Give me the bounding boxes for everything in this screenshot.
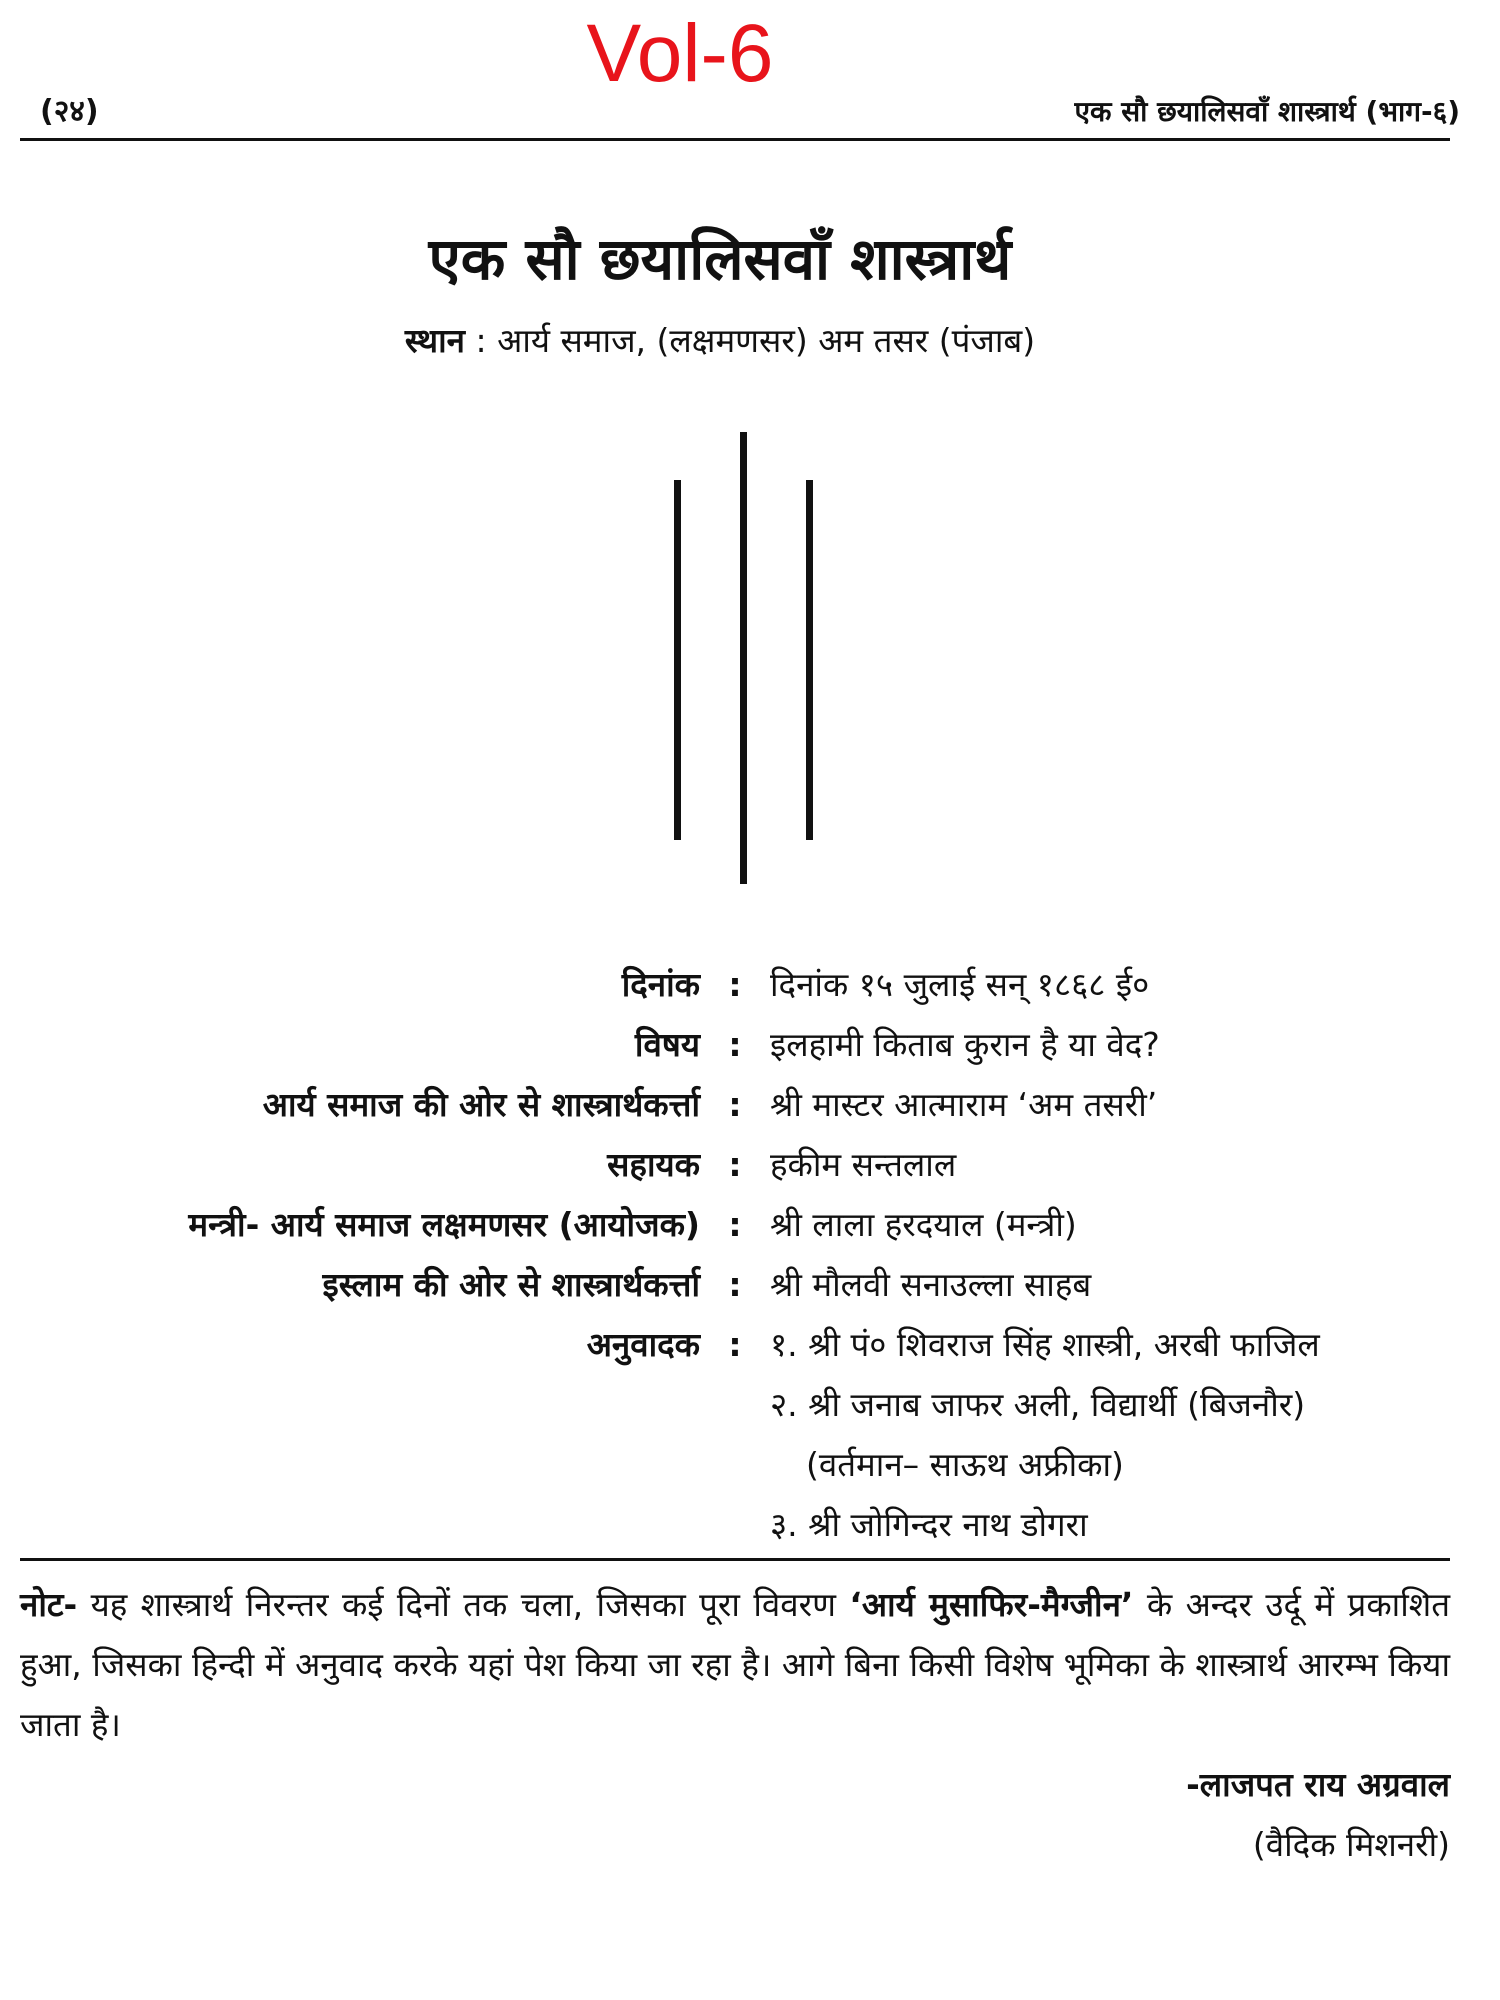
ornament-bar-left (674, 480, 681, 840)
translator-item: ३. श्री जोगिन्दर नाथ डोगरा (770, 1505, 1088, 1544)
translator-item: २. श्री जनाब जाफर अली, विद्यार्थी (बिजनौर) (770, 1385, 1306, 1424)
page-number: (२४) (40, 94, 99, 129)
detail-value: दिनांक १५ जुलाई सन् १८६८ ई० (770, 965, 1150, 1004)
details-block (20, 955, 1460, 1555)
translator-item: (वर्तमान– साऊथ अफ्रीका) (806, 1445, 1124, 1484)
detail-row-translators (20, 1315, 1460, 1555)
magazine-name: ‘आर्य मुसाफिर-मैग्जीन’ (849, 1585, 1134, 1624)
signature-name: -लाजपत राय अग्रवाल (1186, 1765, 1450, 1804)
detail-value: श्री लाला हरदयाल (मन्त्री) (770, 1205, 1077, 1244)
detail-label: दिनांक (621, 965, 700, 1004)
ornament-bar-center (740, 432, 747, 884)
detail-row-assistant (20, 1135, 1460, 1195)
detail-colon: : (728, 965, 742, 1004)
place-value: आर्य समाज, (लक्षमणसर) अम तसर (पंजाब) (497, 321, 1036, 360)
detail-row-date (20, 955, 1460, 1015)
detail-value: इलहामी किताब कुरान है या वेद? (770, 1025, 1160, 1064)
header-rule (20, 138, 1450, 141)
detail-value: श्री मौलवी सनाउल्ला साहब (770, 1265, 1092, 1304)
detail-colon: : (728, 1145, 742, 1184)
note-rule (20, 1558, 1450, 1561)
detail-colon: : (728, 1325, 742, 1364)
page-title: एक सौ छयालिसवाँ शास्त्रार्थ (428, 225, 1012, 293)
note-label: नोट- (20, 1585, 78, 1624)
place-colon: : (475, 321, 487, 360)
note-paragraph (20, 1575, 1450, 1755)
place-line (0, 318, 1440, 364)
detail-label: अनुवादक (586, 1325, 700, 1364)
ornament-bar-right (806, 480, 813, 840)
note-text: यह शास्त्रार्थ निरन्तर कई दिनों तक चला, जिसका पूरा विवरण (77, 1585, 850, 1624)
signature-role: (वैदिक मिशनरी) (1252, 1825, 1450, 1864)
detail-row-secretary (20, 1195, 1460, 1255)
running-title: एक सौ छयालिसवाँ शास्त्रार्थ (भाग-६) (1074, 95, 1460, 128)
note-text: के अन्दर उर्दू में प्रकाशित हुआ, जिसका हिन्दी में अनुवाद करके यहां पेश किया जा रहा है। आगे बिना किसी विशेष भूमिका के शास्त्रार्थ आरम्भ किया जाता है। (20, 1585, 1451, 1744)
detail-label: सहायक (607, 1145, 700, 1184)
translator-item: १. श्री पं० शिवराज सिंह शास्त्री, अरबी फाजिल (770, 1325, 1320, 1364)
detail-label: इस्लाम की ओर से शास्त्रार्थकर्त्ता (322, 1265, 700, 1304)
place-label: स्थान (404, 321, 465, 360)
detail-value: हकीम सन्तलाल (770, 1145, 957, 1184)
detail-row-subject (20, 1015, 1460, 1075)
detail-colon: : (728, 1085, 742, 1124)
detail-label: आर्य समाज की ओर से शास्त्रार्थकर्त्ता (262, 1085, 700, 1124)
detail-row-islam-debater (20, 1255, 1460, 1315)
detail-row-arya-debater (20, 1075, 1460, 1135)
detail-colon: : (728, 1265, 742, 1304)
detail-value: श्री मास्टर आत्माराम ‘अम तसरी’ (770, 1085, 1158, 1124)
translator-list (770, 1315, 1460, 1555)
detail-colon: : (728, 1205, 742, 1244)
volume-label: Vol-6 (586, 8, 774, 99)
detail-label: विषय (634, 1025, 700, 1064)
detail-colon: : (728, 1025, 742, 1064)
signature-block (1186, 1755, 1450, 1875)
detail-label: मन्त्री- आर्य समाज लक्षमणसर (आयोजक) (188, 1205, 700, 1244)
